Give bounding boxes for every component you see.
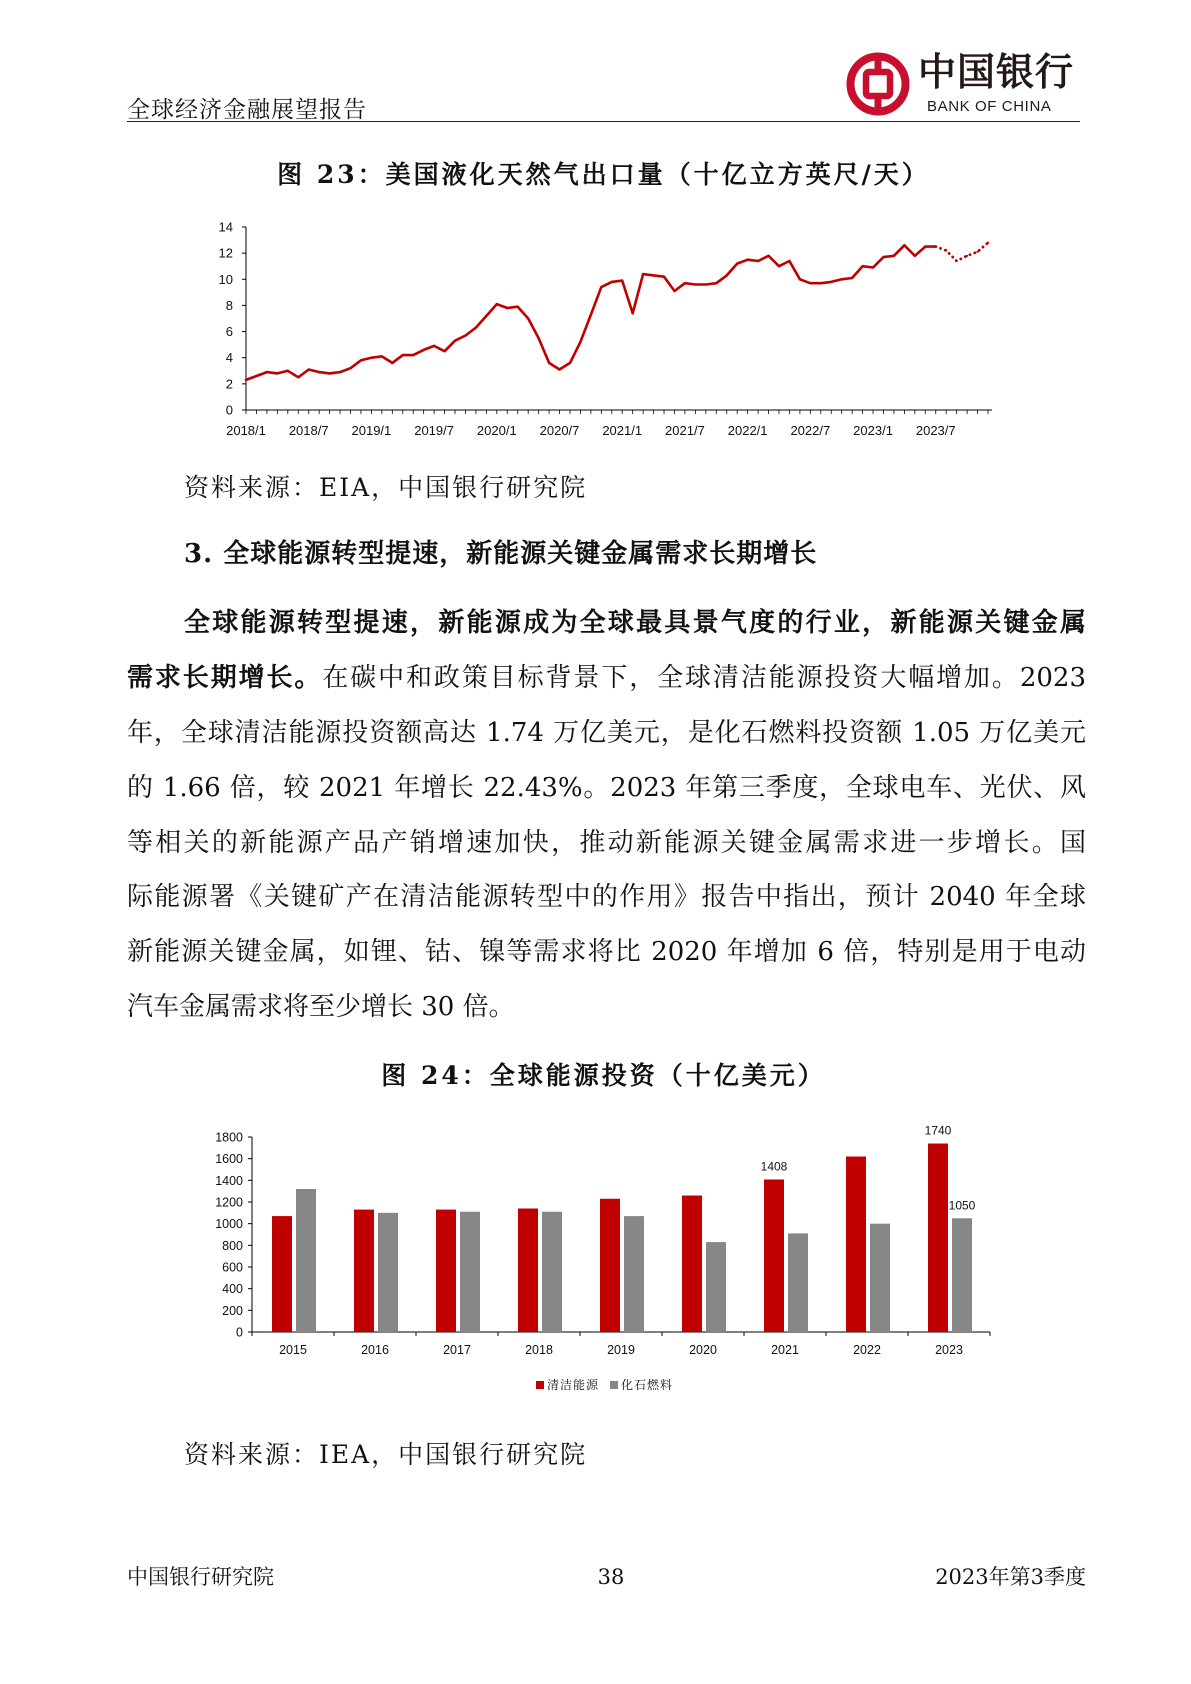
y-tick-label: 14 — [218, 219, 233, 235]
paragraph-line — [127, 870, 1086, 925]
data-point — [517, 306, 519, 308]
data-label: 1408 — [760, 1159, 788, 1174]
data-point — [830, 281, 832, 283]
data-point — [433, 345, 435, 347]
x-tick-label: 2020/7 — [539, 423, 580, 438]
y-tick-label: 6 — [225, 324, 233, 340]
bar-fossil-fuel — [952, 1218, 972, 1332]
bar-fossil-fuel — [870, 1224, 890, 1332]
figure-23-title: 图 23：美国液化天然气出口量（十亿立方英尺/天） — [277, 160, 930, 189]
bar-fossil-fuel — [624, 1216, 644, 1332]
y-tick-label: 600 — [222, 1260, 243, 1275]
data-point — [391, 362, 393, 364]
data-point — [506, 307, 508, 309]
data-point — [579, 341, 581, 343]
x-tick-label: 2017 — [443, 1343, 471, 1357]
data-point — [694, 283, 696, 285]
bar-clean-energy — [354, 1210, 374, 1332]
y-tick-label: 800 — [222, 1238, 243, 1253]
bar-clean-energy — [846, 1157, 866, 1333]
paragraph-line — [127, 816, 1086, 871]
bar-fossil-fuel — [788, 1233, 808, 1332]
data-point — [757, 260, 759, 262]
bar-clean-energy — [518, 1209, 538, 1333]
bar-fossil-fuel — [378, 1213, 398, 1332]
paragraph-line — [127, 761, 1086, 816]
paragraph-line — [127, 706, 1086, 761]
x-tick-label: 2015 — [279, 1343, 307, 1357]
data-point — [444, 350, 446, 352]
data-point — [767, 255, 769, 257]
paragraph-line — [184, 596, 1086, 651]
data-point — [538, 337, 540, 339]
data-point — [841, 278, 843, 280]
x-tick-label: 2018/1 — [226, 423, 266, 438]
y-tick-label: 1600 — [215, 1152, 243, 1167]
data-point — [705, 283, 707, 285]
data-point — [318, 371, 320, 373]
data-point — [464, 334, 466, 336]
y-tick-label: 400 — [222, 1282, 243, 1297]
legend-swatch — [610, 1381, 618, 1389]
data-point — [485, 315, 487, 317]
data-point — [673, 290, 675, 292]
data-point — [851, 277, 853, 279]
data-point — [454, 340, 456, 342]
x-tick-label: 2020 — [689, 1343, 717, 1357]
paragraph-text: 新能源关键金属，如锂、钴、镍等需求将比 2020 年增加 6 倍，特别是用于电动 — [127, 937, 1086, 968]
paragraph-text: 的 1.66 倍，较 2021 年增长 22.43%。2023 年第三季度，全球电车、光伏、风 — [127, 772, 1086, 803]
bank-of-china-logo — [846, 50, 1078, 122]
x-tick-label: 2022 — [853, 1343, 881, 1357]
x-tick-label: 2022/7 — [790, 423, 831, 438]
data-point — [558, 368, 560, 370]
data-point — [590, 314, 592, 316]
data-point — [653, 274, 655, 276]
x-tick-label: 2023/1 — [853, 423, 893, 438]
x-tick-label: 2020/1 — [476, 423, 517, 438]
y-tick-label: 1400 — [215, 1173, 243, 1188]
lng-export-forecast-line — [936, 243, 988, 261]
data-point — [611, 281, 613, 283]
x-tick-label: 2018 — [525, 1343, 553, 1357]
x-tick-label: 2019/7 — [414, 423, 454, 438]
data-point — [945, 249, 947, 251]
data-point — [924, 246, 926, 248]
page-number: 38 — [597, 1565, 625, 1589]
legend — [536, 1377, 673, 1392]
data-point — [255, 375, 257, 377]
y-tick-label: 1000 — [215, 1217, 243, 1232]
data-point — [788, 260, 790, 262]
y-tick-label: 0 — [236, 1325, 243, 1340]
y-tick-label: 2 — [225, 376, 233, 392]
data-point — [548, 362, 550, 364]
bar-fossil-fuel — [296, 1189, 316, 1332]
data-point — [862, 265, 864, 267]
data-point — [600, 286, 602, 288]
data-point — [976, 251, 978, 253]
report-title: 全球经济金融展望报告 — [127, 97, 367, 123]
bank-of-china-emblem-icon — [846, 52, 910, 116]
y-tick-label: 0 — [225, 402, 233, 418]
bar-clean-energy — [600, 1199, 620, 1332]
data-point — [349, 367, 351, 369]
data-point — [914, 255, 916, 257]
data-point — [872, 266, 874, 268]
bar-clean-energy — [682, 1196, 702, 1333]
data-point — [412, 354, 414, 356]
x-tick-label: 2019/1 — [351, 423, 392, 438]
data-point — [956, 260, 958, 262]
data-point — [381, 355, 383, 357]
energy-investment-chart — [180, 1120, 1020, 1400]
lng-export-line — [246, 245, 936, 380]
data-point — [287, 370, 289, 372]
data-point — [987, 242, 989, 244]
data-point — [684, 282, 686, 284]
y-tick-label: 4 — [225, 350, 233, 366]
figure-24-title: 图 24：全球能源投资（十亿美元） — [381, 1061, 826, 1090]
logo-chinese-name: 中国银行 — [918, 49, 1075, 94]
data-point — [475, 327, 477, 329]
bar-clean-energy — [928, 1144, 948, 1333]
x-tick-label: 2018/7 — [288, 423, 329, 438]
x-tick-label: 2023 — [935, 1343, 963, 1357]
data-point — [402, 354, 404, 356]
legend-label: 化石燃料 — [621, 1378, 674, 1392]
y-tick-label: 1800 — [215, 1130, 243, 1145]
paragraph-text: 等相关的新能源产品产销增速加快，推动新能源关键金属需求进一步增长。国 — [127, 827, 1086, 858]
data-point — [642, 273, 644, 275]
y-tick-label: 8 — [225, 297, 233, 313]
x-tick-label: 2019 — [607, 1343, 635, 1357]
paragraph-line — [127, 980, 1086, 1035]
paragraph-text: 在碳中和政策目标背景下，全球清洁能源投资大幅增加。2023 — [322, 662, 1086, 693]
bar-fossil-fuel — [460, 1212, 480, 1332]
bar-fossil-fuel — [706, 1242, 726, 1332]
y-tick-label: 10 — [218, 271, 233, 287]
data-point — [276, 372, 278, 374]
data-point — [621, 280, 623, 282]
header-divider — [127, 121, 1080, 122]
paragraph-line — [127, 925, 1086, 980]
data-point — [882, 256, 884, 258]
data-label: 1050 — [948, 1198, 976, 1213]
bar-clean-energy — [436, 1210, 456, 1332]
y-tick-label: 1200 — [215, 1195, 243, 1210]
x-tick-label: 2021/1 — [602, 423, 643, 438]
y-tick-label: 200 — [222, 1303, 243, 1318]
data-point — [339, 371, 341, 373]
paragraph-line — [127, 651, 1086, 706]
data-point — [715, 282, 717, 284]
paragraph-bold-text: 需求长期增长。 — [127, 662, 323, 693]
section-heading: 3. 全球能源转型提速，新能源关键金属需求长期增长 — [184, 539, 818, 569]
lng-export-chart — [180, 210, 1020, 450]
data-point — [297, 376, 299, 378]
data-point — [245, 379, 247, 381]
data-point — [736, 263, 738, 265]
data-point — [308, 368, 310, 370]
data-point — [903, 244, 905, 246]
data-point — [329, 372, 331, 374]
data-point — [370, 357, 372, 359]
legend-swatch — [536, 1381, 544, 1389]
data-point — [893, 255, 895, 257]
data-point — [663, 276, 665, 278]
data-point — [423, 349, 425, 351]
legend-label: 清洁能源 — [547, 1378, 600, 1392]
data-point — [809, 282, 811, 284]
logo-english-name: BANK OF CHINA — [927, 98, 1052, 115]
x-tick-label: 2021 — [771, 1343, 799, 1357]
data-point — [747, 259, 749, 261]
paragraph-bold-text: 全球能源转型提速，新能源成为全球最具景气度的行业，新能源关键金属 — [184, 608, 1086, 638]
figure-24-source: 资料来源：IEA，中国银行研究院 — [184, 1440, 588, 1469]
body-paragraph — [127, 596, 1086, 1035]
data-label: 1740 — [924, 1123, 952, 1138]
x-tick-label: 2016 — [361, 1343, 389, 1357]
paragraph-text: 年，全球清洁能源投资额高达 1.74 万亿美元，是化石燃料投资额 1.05 万亿美元 — [127, 717, 1086, 748]
data-point — [799, 278, 801, 280]
data-point — [820, 282, 822, 284]
x-tick-label: 2021/7 — [665, 423, 705, 438]
footer-institution: 中国银行研究院 — [127, 1565, 274, 1589]
data-point — [726, 274, 728, 276]
y-tick-label: 12 — [218, 245, 233, 261]
x-tick-label: 2023/7 — [915, 423, 956, 438]
x-tick-label: 2022/1 — [727, 423, 768, 438]
data-point — [966, 255, 968, 257]
bar-clean-energy — [272, 1216, 292, 1332]
figure-23-source: 资料来源：EIA，中国银行研究院 — [184, 473, 588, 502]
data-point — [527, 317, 529, 319]
bar-fossil-fuel — [542, 1212, 562, 1332]
data-point — [266, 371, 268, 373]
paragraph-text: 际能源署《关键矿产在清洁能源转型中的作用》报告中指出，预计 2040 年全球 — [127, 882, 1086, 913]
paragraph-text: 汽车金属需求将至少增长 30 倍。 — [127, 992, 515, 1023]
data-point — [360, 359, 362, 361]
data-point — [632, 312, 634, 314]
data-point — [569, 362, 571, 364]
data-point — [496, 303, 498, 305]
data-point — [778, 265, 780, 267]
footer-period: 2023年第3季度 — [935, 1565, 1086, 1589]
bar-clean-energy — [764, 1179, 784, 1332]
